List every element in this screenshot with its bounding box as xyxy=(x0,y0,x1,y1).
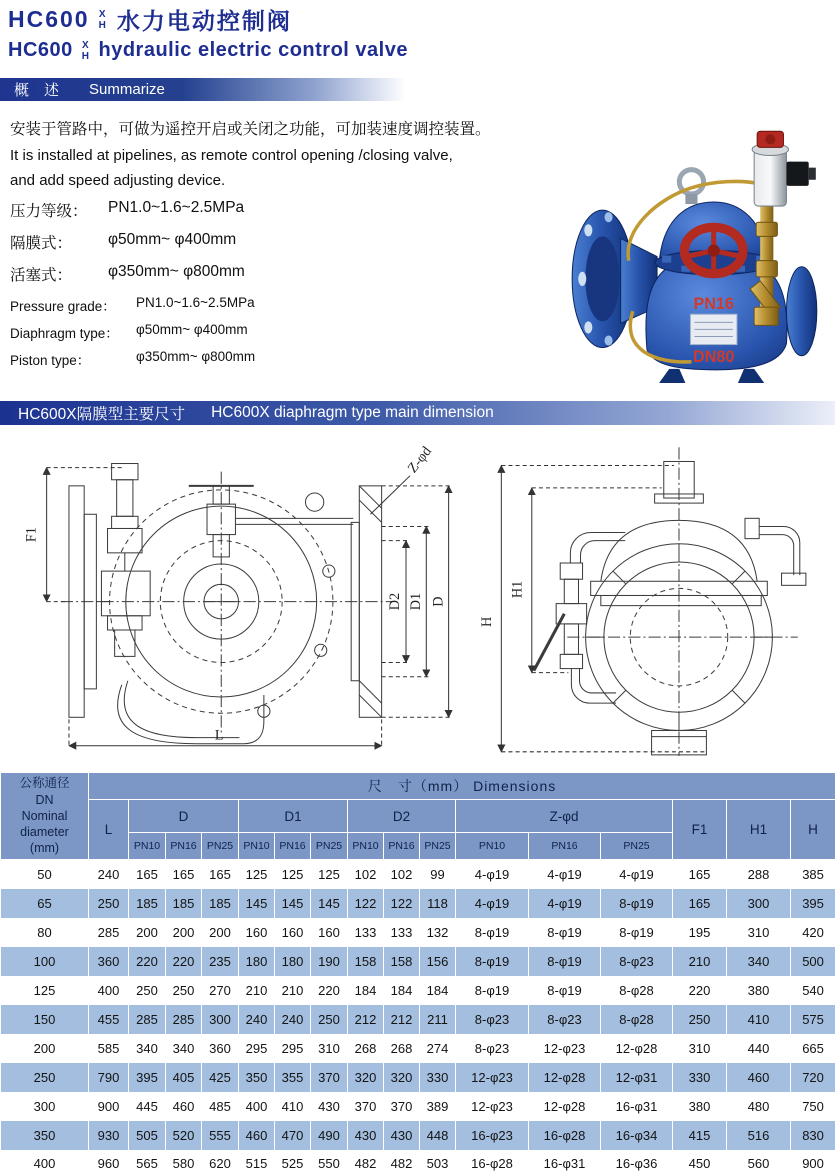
table-cell: 400 xyxy=(89,976,129,1005)
table-cell: 665 xyxy=(791,1034,835,1063)
table-cell: 455 xyxy=(89,1005,129,1034)
table-cell: 560 xyxy=(727,1150,791,1172)
table-cell: 395 xyxy=(791,889,835,918)
table-cell: 190 xyxy=(311,947,348,976)
dimension-table-head xyxy=(1,773,835,860)
dimension-section-bar xyxy=(0,401,835,425)
table-cell: 520 xyxy=(166,1121,202,1150)
table-cell: 540 xyxy=(791,976,835,1005)
table-cell: 180 xyxy=(239,947,275,976)
table-cell: 285 xyxy=(129,1005,166,1034)
table-cell: 480 xyxy=(727,1092,791,1121)
table-cell: 8-φ19 xyxy=(601,918,673,947)
table-cell: 118 xyxy=(420,889,456,918)
dim-label-z-phi-d: Z-φd xyxy=(404,443,435,477)
dim-label-f1: F1 xyxy=(23,527,40,543)
table-cell: 420 xyxy=(791,918,835,947)
table-cell: 210 xyxy=(239,976,275,1005)
table-cell: 400 xyxy=(239,1092,275,1121)
table-cell: 830 xyxy=(791,1121,835,1150)
table-cell: 80 xyxy=(1,918,89,947)
table-cell: 8-φ19 xyxy=(601,889,673,918)
table-cell: 445 xyxy=(129,1092,166,1121)
table-cell: 8-φ28 xyxy=(601,976,673,1005)
table-cell: 268 xyxy=(348,1034,384,1063)
table-cell: 485 xyxy=(202,1092,239,1121)
table-cell: 450 xyxy=(673,1150,727,1172)
dim-label-l: L xyxy=(214,727,224,744)
table-cell: 156 xyxy=(420,947,456,976)
table-cell: 270 xyxy=(202,976,239,1005)
table-cell: 340 xyxy=(727,947,791,976)
table-cell: 330 xyxy=(673,1063,727,1092)
table-cell: 300 xyxy=(727,889,791,918)
header-group-z-phi-d: Z-φd xyxy=(456,800,673,833)
table-cell: 240 xyxy=(275,1005,311,1034)
table-cell: 200 xyxy=(166,918,202,947)
table-cell: 8-φ19 xyxy=(529,976,601,1005)
table-cell: 268 xyxy=(384,1034,420,1063)
table-cell: 145 xyxy=(275,889,311,918)
table-cell: 50 xyxy=(1,860,89,889)
table-cell: 320 xyxy=(384,1063,420,1092)
header-pn: PN25 xyxy=(420,833,456,860)
table-cell: 165 xyxy=(673,860,727,889)
table-cell: 900 xyxy=(791,1150,835,1172)
dimension-bar-cn: HC600X隔膜型主要尺寸 xyxy=(18,406,186,423)
model-code-en: HC600 xyxy=(8,39,73,61)
table-cell: 211 xyxy=(420,1005,456,1034)
table-row xyxy=(1,1121,835,1150)
header-group-d1: D1 xyxy=(239,800,348,833)
table-cell: 415 xyxy=(673,1121,727,1150)
side-view-dimensions xyxy=(501,466,706,752)
table-cell: 200 xyxy=(1,1034,89,1063)
spec-pressure-grade-cn: 压力等级： PN1.0~1.6~2.5MPa xyxy=(10,199,245,220)
table-cell: 12-φ31 xyxy=(601,1063,673,1092)
spec-diaphragm-cn: 隔膜式： φ50mm~ φ400mm xyxy=(10,231,237,252)
table-cell: 250 xyxy=(89,889,129,918)
page-title-en xyxy=(8,39,835,62)
table-cell: 102 xyxy=(348,860,384,889)
table-cell: 122 xyxy=(384,889,420,918)
table-cell: 4-φ19 xyxy=(529,860,601,889)
header-f1: F1 xyxy=(673,800,727,860)
intro-paragraph-en-1: It is installed at pipelines, as remote control opening /closing valve, xyxy=(10,147,453,164)
table-cell: 184 xyxy=(420,976,456,1005)
table-cell: 125 xyxy=(275,860,311,889)
dim-label-h1: H1 xyxy=(509,580,526,599)
table-cell: 575 xyxy=(791,1005,835,1034)
table-cell: 405 xyxy=(166,1063,202,1092)
table-cell: 12-φ28 xyxy=(601,1034,673,1063)
table-cell: 555 xyxy=(202,1121,239,1150)
title-cn-text: 水力电动控制阀 xyxy=(116,8,292,34)
table-cell: 310 xyxy=(673,1034,727,1063)
table-cell: 355 xyxy=(275,1063,311,1092)
table-cell: 482 xyxy=(384,1150,420,1172)
dimension-table-body xyxy=(1,860,835,1172)
table-row xyxy=(1,889,835,918)
dim-label-d1: D1 xyxy=(408,592,425,611)
table-cell: 165 xyxy=(166,860,202,889)
title-block xyxy=(0,0,835,62)
table-cell: 65 xyxy=(1,889,89,918)
table-cell: 285 xyxy=(166,1005,202,1034)
table-cell: 300 xyxy=(1,1092,89,1121)
table-cell: 150 xyxy=(1,1005,89,1034)
table-cell: 165 xyxy=(202,860,239,889)
table-cell: 8-φ19 xyxy=(529,918,601,947)
table-cell: 16-φ23 xyxy=(456,1121,529,1150)
table-cell: 430 xyxy=(311,1092,348,1121)
model-code: HC600 xyxy=(8,6,90,32)
table-cell: 620 xyxy=(202,1150,239,1172)
header-pn: PN25 xyxy=(202,833,239,860)
table-cell: 400 xyxy=(1,1150,89,1172)
spec-pressure-grade-en: Pressure grade： PN1.0~1.6~2.5MPa xyxy=(10,295,255,314)
table-cell: 4-φ19 xyxy=(456,889,529,918)
table-cell: 102 xyxy=(384,860,420,889)
table-cell: 125 xyxy=(311,860,348,889)
table-row xyxy=(1,860,835,889)
spec-diaphragm-en: Diaphragm type： φ50mm~ φ400mm xyxy=(10,322,248,341)
table-cell: 448 xyxy=(420,1121,456,1150)
dim-label-d: D xyxy=(430,596,447,607)
table-cell: 125 xyxy=(1,976,89,1005)
table-cell: 350 xyxy=(1,1121,89,1150)
table-cell: 585 xyxy=(89,1034,129,1063)
title-en-text: hydraulic electric control valve xyxy=(98,39,408,61)
table-cell: 425 xyxy=(202,1063,239,1092)
valve-photo xyxy=(562,109,830,384)
solenoid xyxy=(752,131,816,206)
table-cell: 99 xyxy=(420,860,456,889)
table-cell: 4-φ19 xyxy=(529,889,601,918)
intro-text-column xyxy=(10,107,562,389)
table-cell: 460 xyxy=(727,1063,791,1092)
table-row xyxy=(1,1034,835,1063)
dim-label-d2: D2 xyxy=(386,592,403,611)
table-cell: 410 xyxy=(275,1092,311,1121)
header-l: L xyxy=(89,800,129,860)
header-dn: 公称通径 DN Nominal diameter (mm) xyxy=(1,773,89,860)
model-type-fraction-en: X H xyxy=(81,40,90,62)
table-row xyxy=(1,947,835,976)
table-cell: 195 xyxy=(673,918,727,947)
dimension-bar-en: HC600X diaphragm type main dimension xyxy=(211,404,494,421)
table-cell: 12-φ28 xyxy=(529,1092,601,1121)
table-cell: 580 xyxy=(166,1150,202,1172)
table-cell: 16-φ28 xyxy=(456,1150,529,1172)
table-cell: 8-φ23 xyxy=(456,1005,529,1034)
table-cell: 8-φ23 xyxy=(529,1005,601,1034)
table-cell: 184 xyxy=(348,976,384,1005)
valve-photo-container xyxy=(562,109,830,389)
header-pn: PN10 xyxy=(456,833,529,860)
intro-paragraph-cn: 安装于管路中，可做为遥控开启或关闭之功能，可加装速度调控装置。 xyxy=(10,121,491,138)
table-cell: 430 xyxy=(348,1121,384,1150)
table-cell: 960 xyxy=(89,1150,129,1172)
table-cell: 122 xyxy=(348,889,384,918)
intro-section xyxy=(0,101,835,389)
table-cell: 470 xyxy=(275,1121,311,1150)
table-cell: 340 xyxy=(129,1034,166,1063)
table-cell: 16-φ28 xyxy=(529,1121,601,1150)
table-cell: 930 xyxy=(89,1121,129,1150)
table-cell: 900 xyxy=(89,1092,129,1121)
table-row xyxy=(1,1092,835,1121)
header-pn: PN25 xyxy=(311,833,348,860)
table-cell: 410 xyxy=(727,1005,791,1034)
side-view-drawing xyxy=(470,429,822,764)
table-cell: 550 xyxy=(311,1150,348,1172)
table-cell: 8-φ19 xyxy=(456,947,529,976)
dimension-table xyxy=(0,772,835,1172)
table-cell: 145 xyxy=(311,889,348,918)
header-pn: PN16 xyxy=(275,833,311,860)
table-cell: 750 xyxy=(791,1092,835,1121)
table-cell: 525 xyxy=(275,1150,311,1172)
table-cell: 16-φ31 xyxy=(601,1092,673,1121)
table-cell: 240 xyxy=(89,860,129,889)
dim-label-h: H xyxy=(479,616,496,628)
table-cell: 285 xyxy=(89,918,129,947)
table-cell: 16-φ34 xyxy=(601,1121,673,1150)
table-cell: 16-φ36 xyxy=(601,1150,673,1172)
table-cell: 12-φ23 xyxy=(529,1034,601,1063)
header-group-d: D xyxy=(129,800,239,833)
table-cell: 220 xyxy=(129,947,166,976)
table-cell: 790 xyxy=(89,1063,129,1092)
table-cell: 12-φ23 xyxy=(456,1063,529,1092)
table-cell: 185 xyxy=(202,889,239,918)
model-type-fraction: X H xyxy=(98,9,108,31)
table-cell: 160 xyxy=(275,918,311,947)
table-cell: 395 xyxy=(129,1063,166,1092)
table-cell: 180 xyxy=(275,947,311,976)
table-cell: 184 xyxy=(384,976,420,1005)
table-cell: 389 xyxy=(420,1092,456,1121)
header-pn: PN25 xyxy=(601,833,673,860)
table-cell: 320 xyxy=(348,1063,384,1092)
header-h1: H1 xyxy=(727,800,791,860)
table-cell: 330 xyxy=(420,1063,456,1092)
header-pn: PN10 xyxy=(348,833,384,860)
summary-bar-cn: 概 述 xyxy=(14,82,60,99)
table-cell: 370 xyxy=(384,1092,420,1121)
table-cell: 8-φ19 xyxy=(456,918,529,947)
table-cell: 250 xyxy=(311,1005,348,1034)
table-cell: 165 xyxy=(673,889,727,918)
table-cell: 8-φ19 xyxy=(456,976,529,1005)
table-cell: 145 xyxy=(239,889,275,918)
table-cell: 16-φ31 xyxy=(529,1150,601,1172)
table-cell: 370 xyxy=(311,1063,348,1092)
table-cell: 133 xyxy=(384,918,420,947)
table-cell: 212 xyxy=(348,1005,384,1034)
marking-pn16: PN16 xyxy=(693,295,734,314)
table-cell: 380 xyxy=(727,976,791,1005)
table-cell: 158 xyxy=(348,947,384,976)
table-row xyxy=(1,918,835,947)
table-cell: 200 xyxy=(129,918,166,947)
table-row xyxy=(1,1063,835,1092)
table-cell: 503 xyxy=(420,1150,456,1172)
table-cell: 460 xyxy=(239,1121,275,1150)
table-cell: 505 xyxy=(129,1121,166,1150)
header-group-d2: D2 xyxy=(348,800,456,833)
table-cell: 8-φ19 xyxy=(529,947,601,976)
table-cell: 274 xyxy=(420,1034,456,1063)
table-cell: 300 xyxy=(202,1005,239,1034)
table-row xyxy=(1,1150,835,1172)
table-cell: 516 xyxy=(727,1121,791,1150)
table-cell: 4-φ19 xyxy=(601,860,673,889)
table-cell: 250 xyxy=(1,1063,89,1092)
header-dimensions-title: 尺 寸（mm） Dimensions xyxy=(89,773,835,800)
front-view-drawing xyxy=(8,429,470,764)
table-cell: 220 xyxy=(673,976,727,1005)
summary-bar-en: Summarize xyxy=(89,81,165,98)
table-cell: 12-φ28 xyxy=(529,1063,601,1092)
table-cell: 158 xyxy=(384,947,420,976)
table-cell: 8-φ23 xyxy=(601,947,673,976)
header-pn: PN16 xyxy=(166,833,202,860)
table-cell: 440 xyxy=(727,1034,791,1063)
table-cell: 132 xyxy=(420,918,456,947)
table-cell: 490 xyxy=(311,1121,348,1150)
table-cell: 250 xyxy=(166,976,202,1005)
table-cell: 350 xyxy=(239,1063,275,1092)
header-pn: PN16 xyxy=(384,833,420,860)
drawings-row xyxy=(0,429,835,764)
header-pn: PN10 xyxy=(129,833,166,860)
table-cell: 235 xyxy=(202,947,239,976)
table-cell: 185 xyxy=(166,889,202,918)
table-cell: 460 xyxy=(166,1092,202,1121)
marking-dn80: DN80 xyxy=(693,347,735,366)
table-cell: 250 xyxy=(129,976,166,1005)
table-cell: 12-φ23 xyxy=(456,1092,529,1121)
table-cell: 482 xyxy=(348,1150,384,1172)
table-row xyxy=(1,976,835,1005)
table-cell: 360 xyxy=(89,947,129,976)
table-cell: 8-φ23 xyxy=(456,1034,529,1063)
table-cell: 8-φ28 xyxy=(601,1005,673,1034)
table-cell: 240 xyxy=(239,1005,275,1034)
intro-paragraph-en-2: and add speed adjusting device. xyxy=(10,172,226,189)
table-cell: 185 xyxy=(129,889,166,918)
table-cell: 310 xyxy=(311,1034,348,1063)
table-cell: 565 xyxy=(129,1150,166,1172)
table-cell: 385 xyxy=(791,860,835,889)
table-cell: 210 xyxy=(275,976,311,1005)
table-cell: 720 xyxy=(791,1063,835,1092)
table-row xyxy=(1,1005,835,1034)
table-cell: 310 xyxy=(727,918,791,947)
summary-section-bar xyxy=(0,78,404,101)
table-cell: 380 xyxy=(673,1092,727,1121)
table-cell: 165 xyxy=(129,860,166,889)
table-cell: 4-φ19 xyxy=(456,860,529,889)
table-cell: 370 xyxy=(348,1092,384,1121)
table-cell: 500 xyxy=(791,947,835,976)
table-cell: 340 xyxy=(166,1034,202,1063)
table-cell: 220 xyxy=(311,976,348,1005)
table-cell: 160 xyxy=(239,918,275,947)
header-pn: PN10 xyxy=(239,833,275,860)
table-cell: 220 xyxy=(166,947,202,976)
table-cell: 515 xyxy=(239,1150,275,1172)
header-h: H xyxy=(791,800,835,860)
table-cell: 250 xyxy=(673,1005,727,1034)
page-title-cn xyxy=(8,3,835,36)
table-cell: 288 xyxy=(727,860,791,889)
table-cell: 360 xyxy=(202,1034,239,1063)
spec-piston-cn: 活塞式： φ350mm~ φ800mm xyxy=(10,263,245,284)
table-cell: 295 xyxy=(239,1034,275,1063)
table-cell: 133 xyxy=(348,918,384,947)
table-cell: 125 xyxy=(239,860,275,889)
table-cell: 160 xyxy=(311,918,348,947)
header-pn: PN16 xyxy=(529,833,601,860)
table-cell: 200 xyxy=(202,918,239,947)
table-cell: 100 xyxy=(1,947,89,976)
spec-piston-en: Piston type： φ350mm~ φ800mm xyxy=(10,349,256,368)
table-cell: 430 xyxy=(384,1121,420,1150)
table-cell: 295 xyxy=(275,1034,311,1063)
table-cell: 212 xyxy=(384,1005,420,1034)
table-cell: 210 xyxy=(673,947,727,976)
